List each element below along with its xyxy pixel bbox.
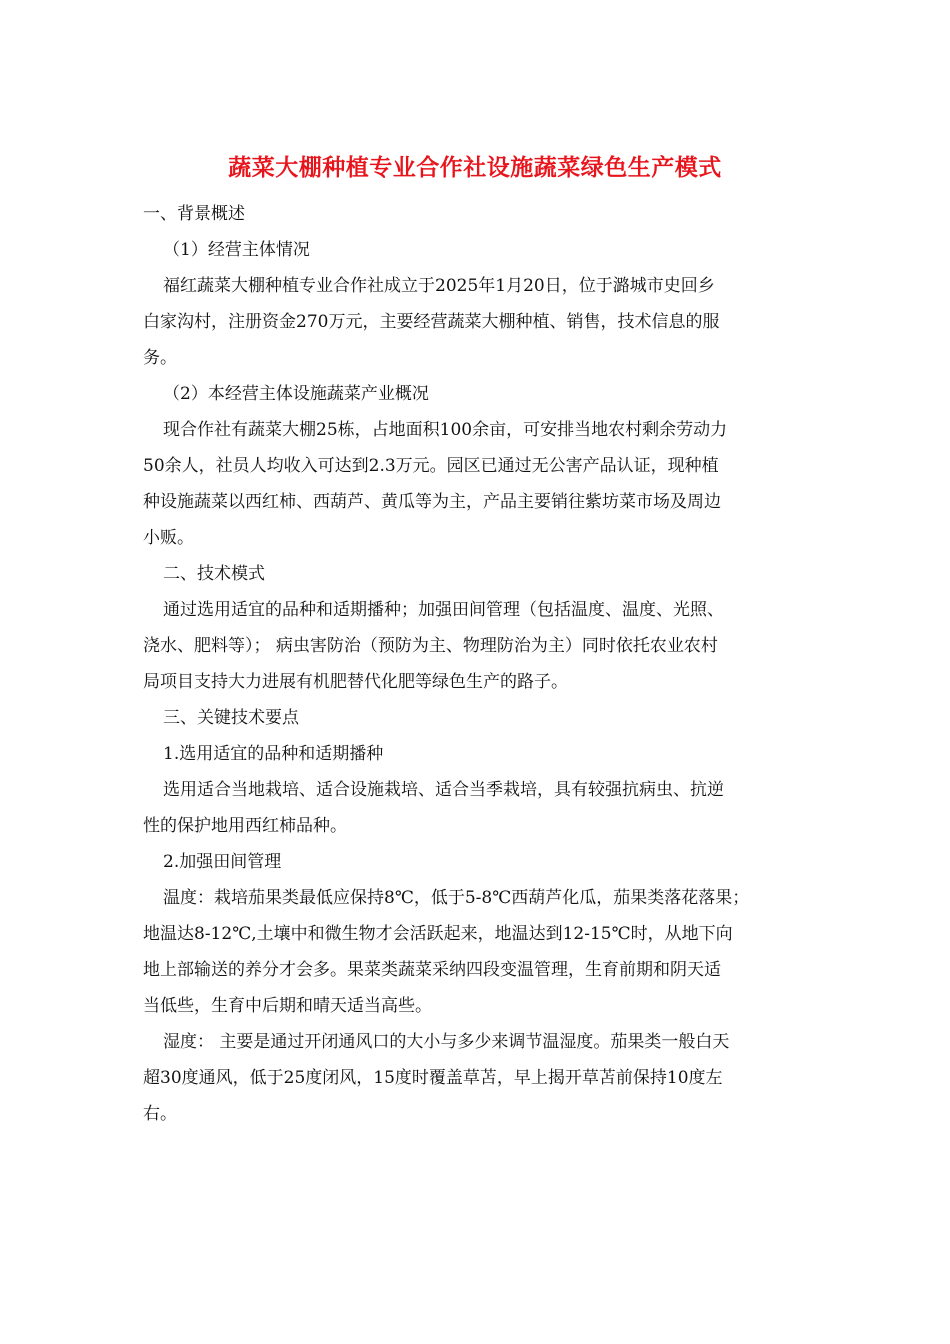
paragraph-line: 性的保护地用西红柿品种。 [143,816,347,836]
paragraph-line: 50余人，社员人均收入可达到2.3万元。园区已通过无公害产品认证，现种植 [143,456,719,476]
subsection-heading-industry: （2）本经营主体设施蔬菜产业概况 [163,384,429,404]
paragraph-line: 小贩。 [143,528,194,548]
paragraph-line: 现合作社有蔬菜大棚25栋，占地面积100余亩，可安排当地农村剩余劳动力 [163,420,728,440]
paragraph-line: 地上部输送的养分才会多。果菜类蔬菜采纳四段变温管理，生育前期和阴天适 [143,960,721,980]
document-body [143,196,813,1132]
paragraph-line: 局项目支持大力进展有机肥替代化肥等绿色生产的路子。 [143,672,568,692]
paragraph-line: 种设施蔬菜以西红柿、西葫芦、黄瓜等为主，产品主要销往紫坊菜市场及周边 [143,492,721,512]
paragraph-line: 温度：栽培茄果类最低应保持8℃，低于5-8℃西葫芦化瓜，茄果类落花落果； [163,888,750,908]
paragraph-line: 超30度通风，低于25度闭风，15度时覆盖草苫，早上揭开草苫前保持10度左 [143,1068,723,1088]
section-heading-background: 一、背景概述 [143,204,245,224]
item-heading-variety: 1.选用适宜的品种和适期播种 [163,744,384,764]
paragraph-line: 当低些，生育中后期和晴天适当高些。 [143,996,432,1016]
paragraph-line: 通过选用适宜的品种和适期播种；加强田间管理（包括温度、温度、光照、 [163,600,724,620]
section-heading-key-points: 三、关键技术要点 [163,708,299,728]
paragraph-line: 右。 [143,1104,177,1124]
paragraph-line: 浇水、肥料等）； 病虫害防治（预防为主、物理防治为主）同时依托农业农村 [143,636,718,656]
paragraph-line: 选用适合当地栽培、适合设施栽培、适合当季栽培，具有较强抗病虫、抗逆 [163,780,724,800]
paragraph-line: 福红蔬菜大棚种植专业合作社成立于2025年1月20日，位于潞城市史回乡 [163,276,715,296]
document-title: 蔬菜大棚种植专业合作社设施蔬菜绿色生产模式 [228,154,722,181]
paragraph-line: 务。 [143,348,177,368]
subsection-heading-operator: （1）经营主体情况 [163,240,310,260]
paragraph-line: 地温达8-12℃,土壤中和微生物才会活跃起来，地温达到12-15℃时，从地下向 [143,924,733,944]
paragraph-line: 白家沟村，注册资金270万元，主要经营蔬菜大棚种植、销售，技术信息的服 [143,312,720,332]
paragraph-line: 湿度： 主要是通过开闭通风口的大小与多少来调节温湿度。茄果类一般白天 [163,1032,730,1052]
item-heading-field-management: 2.加强田间管理 [163,852,282,872]
section-heading-tech-mode: 二、技术模式 [163,564,265,584]
